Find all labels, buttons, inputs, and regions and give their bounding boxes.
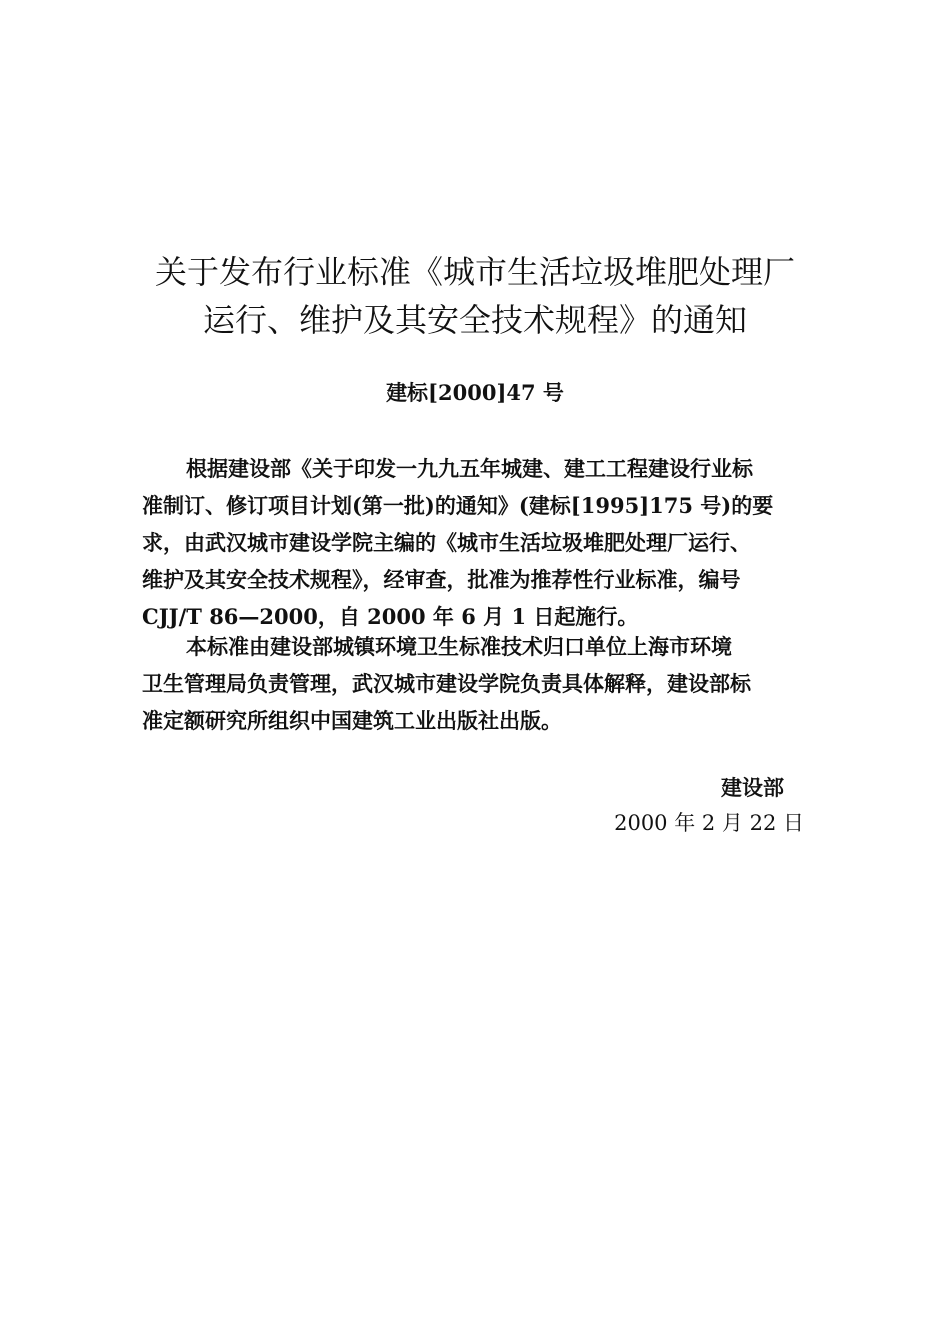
paragraph-approval (142, 450, 822, 635)
paragraph-line: 本标准由建设部城镇环境卫生标准技术归口单位上海市环境 (186, 634, 732, 659)
paragraph-line: 求，由武汉城市建设学院主编的《城市生活垃圾堆肥处理厂运行、 (142, 530, 751, 555)
paragraph-management (142, 628, 822, 739)
notice-title-line-1: 关于发布行业标准《城市生活垃圾堆肥处理厂 (154, 253, 795, 291)
paragraph-line: 维护及其安全技术规程》，经审查，批准为推荐性行业标准，编号 (142, 567, 741, 592)
paragraph-line: 卫生管理局负责管理，武汉城市建设学院负责具体解释，建设部标 (142, 671, 751, 696)
signature-organization: 建设部 (721, 775, 784, 800)
paragraph-line: 准制订、修订项目计划(第一批)的通知》(建标[1995]175 号)的要 (142, 493, 774, 518)
paragraph-line: 根据建设部《关于印发一九九五年城建、建工工程建设行业标 (186, 456, 753, 481)
signature-date: 2000 年 2 月 22 日 (614, 811, 804, 835)
document-number: 建标[2000]47 号 (386, 380, 564, 405)
paragraph-line: 准定额研究所组织中国建筑工业出版社出版。 (142, 708, 562, 733)
notice-title-line-2: 运行、维护及其安全技术规程》的通知 (202, 301, 747, 339)
paragraph-line: CJJ/T 86—2000，自 2000 年 6 月 1 日起施行。 (142, 604, 639, 629)
